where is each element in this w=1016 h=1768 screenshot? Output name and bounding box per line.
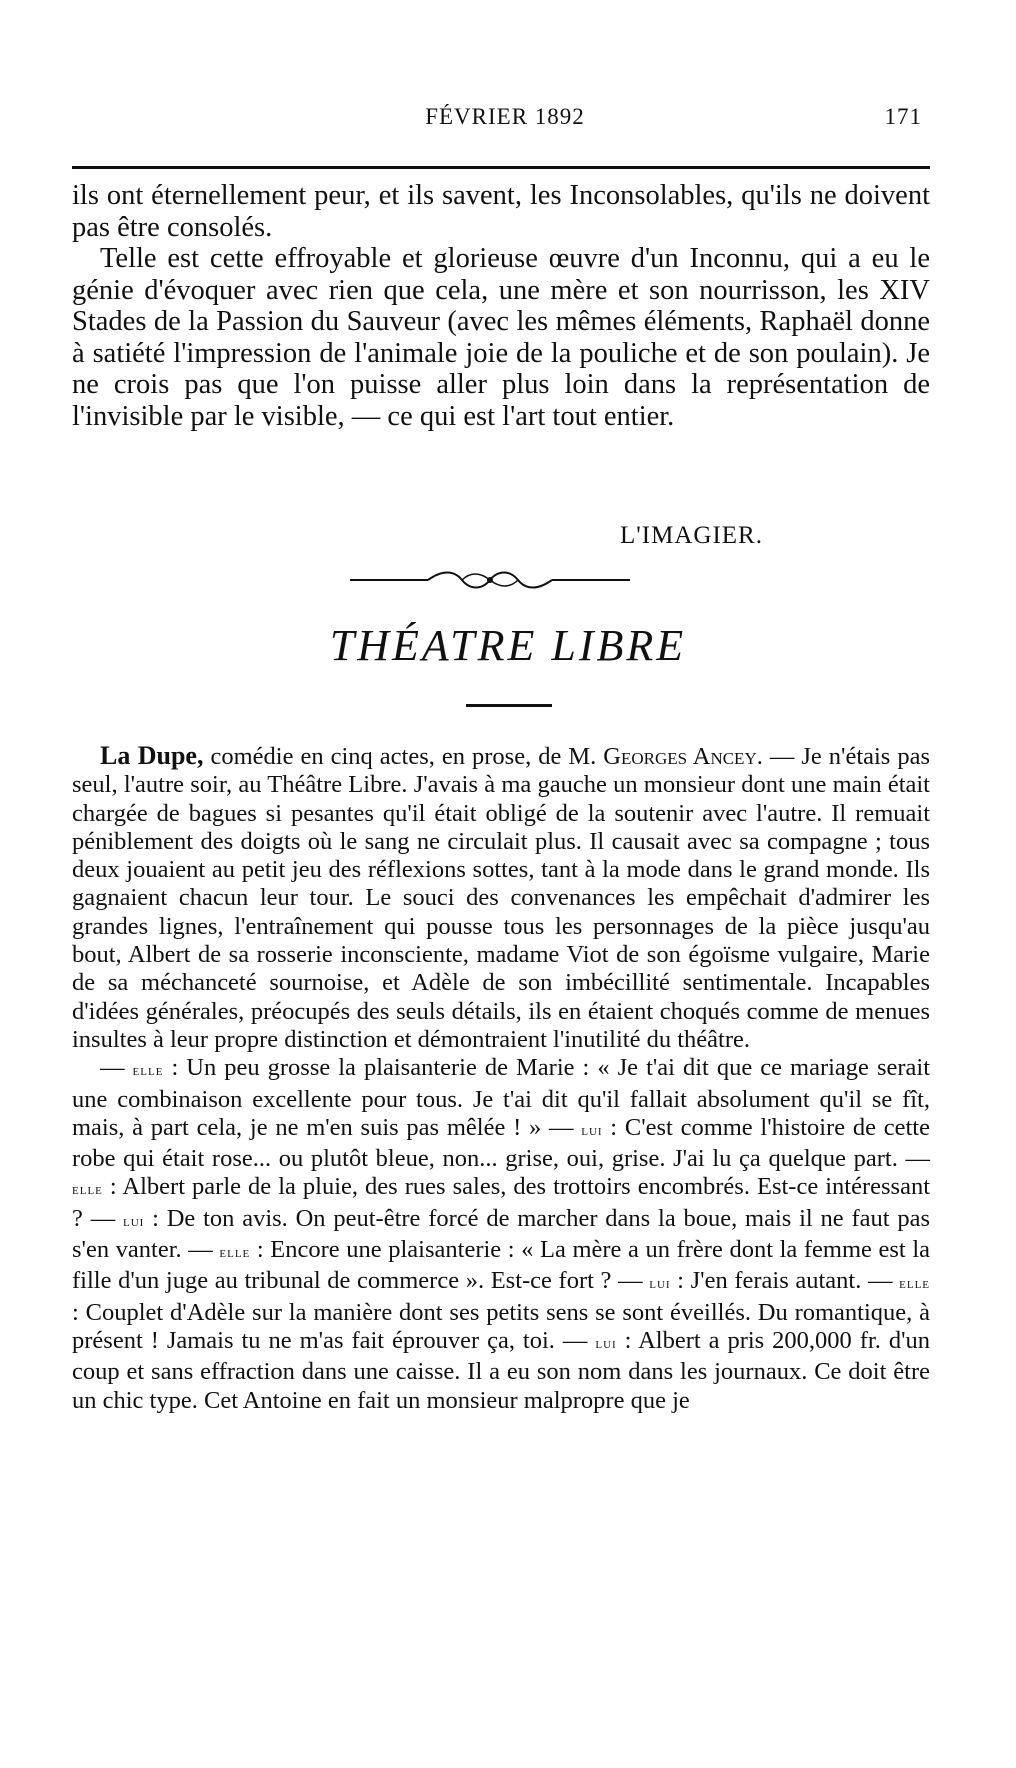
dash: —	[188, 1236, 220, 1264]
dash: —	[905, 1145, 930, 1173]
author-name: Georges Ancey.	[603, 743, 763, 770]
speaker-label: lui	[595, 1335, 617, 1352]
dialogue-text: : C'est comme l'histoire de cette robe qui était rose... ou plutôt bleue, non... grise, oui, grise. J'ai lu ça quelque part.	[72, 1113, 930, 1173]
previous-article-body	[72, 180, 930, 432]
dialogue-paragraph	[72, 1054, 930, 1415]
dialogue-text: : Encore une plaisanterie : « La mère a un frère dont la femme est la fille d'un juge au tribunal de commerce ». Est-ce fort ?	[72, 1236, 931, 1295]
dash: —	[562, 1326, 596, 1354]
running-head	[70, 104, 940, 134]
dialogue-text: : Albert parle de la pluie, des rues sales, des trottoirs encombrés. Est-ce intéressant ?	[72, 1173, 930, 1232]
play-title: La Dupe,	[100, 741, 204, 770]
speaker-label: elle	[219, 1245, 251, 1262]
paragraph: Telle est cette effroyable et glorieuse œuvre d'un Inconnu, qui a eu le génie d'évoquer avec rien que cela, une mère et son nourrisson, les XIV Stades de la Passion du Sauveur (avec les mêmes éléments, Raphaël donne à satiété l'impression de l'animale joie de la pouliche et de son poulain). Je ne crois pas que l'on puisse aller plus loin dans la représentation de l'invisible par le visible, — ce qui est l'art tout entier.	[72, 243, 930, 432]
signature: L'IMAGIER.	[620, 522, 763, 549]
review-body	[72, 742, 930, 1415]
speaker-label: elle	[899, 1276, 931, 1293]
dialogue-text: : Un peu grosse la plaisanterie de Marie : « Je t'ai dit que ce mariage serait une combinaison excellente pour tous. Je t'ai dit qu'il fallait absolument qu'il se fît, mais, à part cela, je ne m'en suis pas mêlée ! »	[72, 1054, 930, 1141]
speaker-label: elle	[132, 1063, 164, 1080]
running-title: FÉVRIER 1892	[425, 104, 585, 129]
dash: —	[618, 1267, 650, 1295]
review-paragraph	[72, 742, 930, 1054]
paragraph: ils ont éternellement peur, et ils savent, les Inconsolables, qu'ils ne doivent pas être consolés.	[72, 180, 930, 243]
speaker-label: lui	[649, 1276, 671, 1293]
dialogue-text: : Albert a pris 200,000 fr. d'un coup et sans effraction dans une caisse. Il a eu son nom dans les journaux. Ce doit être un chic type. Cet Antoine en fait un monsieur malpropre que je	[72, 1326, 930, 1414]
dash: —	[868, 1267, 900, 1295]
header-rule	[72, 166, 930, 169]
paragraph-text: — Je n'étais pas seul, l'autre soir, au Théâtre Libre. J'avais à ma gauche un monsieur dont une main était chargée de bagues si pesantes qu'il était obligé de la soutenir avec l'autre. Il remuait péniblement des doigts où le sang ne circulait plus. Il causait avec sa compagne ; tous deux jouaient au petit jeu des réflexions sottes, tant à la mode dans le grand monde. Ils gagnaient chacun leur tour. Le souci des convenances les empêchait d'admirer les grandes lignes, l'entraînement qui pousse tous les personnages de la pièce jusqu'au bout, Albert de sa rosserie inconsciente, madame Viot de son égoïsme vulgaire, Marie de sa méchanceté sournoise, et Adèle de son imbécillité sentimentale. Incapables d'idées générales, préocupés des seuls détails, ils en étaient choqués comme de menues insultes à leur propre distinction et démontraient l'inutilité du théâtre.	[72, 743, 931, 1053]
speaker-label: lui	[123, 1213, 145, 1230]
page-number: 171	[884, 104, 922, 129]
dialogue-text: : Couplet d'Adèle sur la manière dont ses petits sens se sont éveillés. Du romantique, à présent ! Jamais tu ne m'as fait éprouver ça, toi.	[72, 1298, 930, 1354]
ornament-divider	[350, 568, 630, 592]
dash: —	[100, 1054, 133, 1082]
speaker-label: elle	[72, 1182, 103, 1199]
dialogue-text: : De ton avis. On peut-être forcé de marcher dans la boue, mais il ne faut pas s'en vanter.	[72, 1204, 931, 1264]
title-rule	[466, 704, 552, 707]
dialogue-text: : J'en ferais autant.	[670, 1267, 868, 1295]
speaker-label: lui	[581, 1122, 603, 1139]
section-title: THÉATRE LIBRE	[329, 621, 687, 670]
dash: —	[548, 1113, 582, 1141]
play-description: comédie en cinq actes, en prose, de M.	[203, 743, 604, 770]
dash: —	[90, 1204, 123, 1232]
